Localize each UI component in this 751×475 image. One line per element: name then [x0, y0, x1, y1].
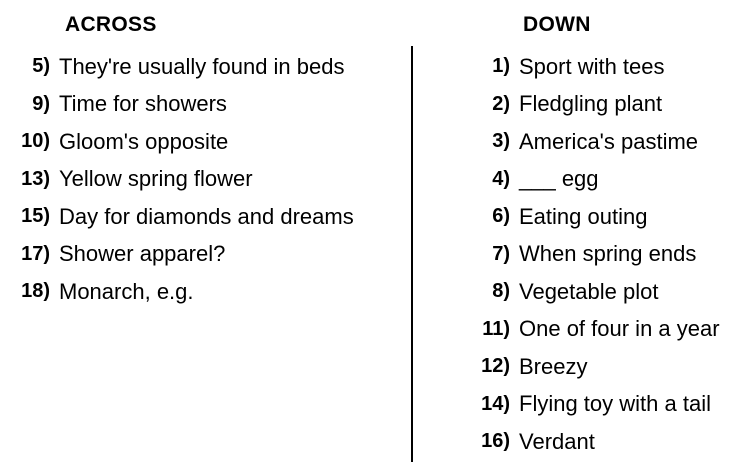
clue-text: Breezy — [519, 353, 588, 379]
down-clue-4 — [460, 161, 720, 199]
clue-text: Fledgling plant — [519, 91, 663, 117]
down-clue-14 — [460, 386, 720, 424]
clue-number: 5) — [32, 55, 50, 78]
clue-text: They're usually found in beds — [59, 53, 345, 79]
clue-number: 14) — [481, 392, 510, 415]
clue-number: 9) — [32, 92, 50, 115]
across-clue-9 — [0, 86, 354, 124]
clue-text: Gloom's opposite — [59, 128, 229, 154]
across-clue-15 — [0, 198, 354, 236]
clue-number: 18) — [21, 280, 50, 303]
clue-number: 8) — [492, 280, 510, 303]
down-clue-3 — [460, 123, 720, 161]
clue-text: America's pastime — [519, 128, 699, 154]
clue-number: 12) — [481, 355, 510, 378]
clue-number: 2) — [492, 92, 510, 115]
clue-number: 13) — [21, 167, 50, 190]
down-clue-6 — [460, 198, 720, 236]
down-clue-7 — [460, 236, 720, 274]
clue-text: Flying toy with a tail — [519, 391, 711, 417]
clue-text: Eating outing — [519, 203, 648, 229]
across-clue-18 — [0, 273, 354, 311]
clue-number: 3) — [492, 130, 510, 153]
clue-text: Vegetable plot — [519, 278, 659, 304]
across-clue-5 — [0, 48, 354, 86]
clue-text: Shower apparel? — [59, 241, 226, 267]
down-clue-12 — [460, 348, 720, 386]
down-clue-11 — [460, 311, 720, 349]
clue-text: Verdant — [519, 428, 595, 454]
clue-number: 16) — [481, 430, 510, 453]
clue-number: 7) — [492, 242, 510, 265]
clue-text: Time for showers — [59, 91, 227, 117]
down-clue-2 — [460, 86, 720, 124]
clue-number: 10) — [21, 130, 50, 153]
across-clue-13 — [0, 161, 354, 199]
clue-text: One of four in a year — [519, 316, 720, 342]
clue-number: 15) — [21, 205, 50, 228]
clue-number: 6) — [492, 205, 510, 228]
down-heading: DOWN — [523, 13, 591, 36]
clue-text: Sport with tees — [519, 53, 665, 79]
clue-text: ___ egg — [519, 166, 599, 192]
column-divider — [411, 46, 413, 462]
down-clue-1 — [460, 48, 720, 86]
clue-text: Day for diamonds and dreams — [59, 203, 354, 229]
down-clue-8 — [460, 273, 720, 311]
clue-text: Monarch, e.g. — [59, 278, 194, 304]
across-clue-list — [0, 48, 354, 311]
clue-number: 1) — [492, 55, 510, 78]
clue-number: 11) — [482, 317, 510, 340]
across-heading: ACROSS — [65, 13, 157, 36]
clue-number: 17) — [21, 242, 50, 265]
clue-number: 4) — [492, 167, 510, 190]
down-clue-16 — [460, 423, 720, 461]
across-clue-17 — [0, 236, 354, 274]
down-clue-list — [460, 48, 720, 461]
across-clue-10 — [0, 123, 354, 161]
clue-text: Yellow spring flower — [59, 166, 253, 192]
clue-text: When spring ends — [519, 241, 697, 267]
